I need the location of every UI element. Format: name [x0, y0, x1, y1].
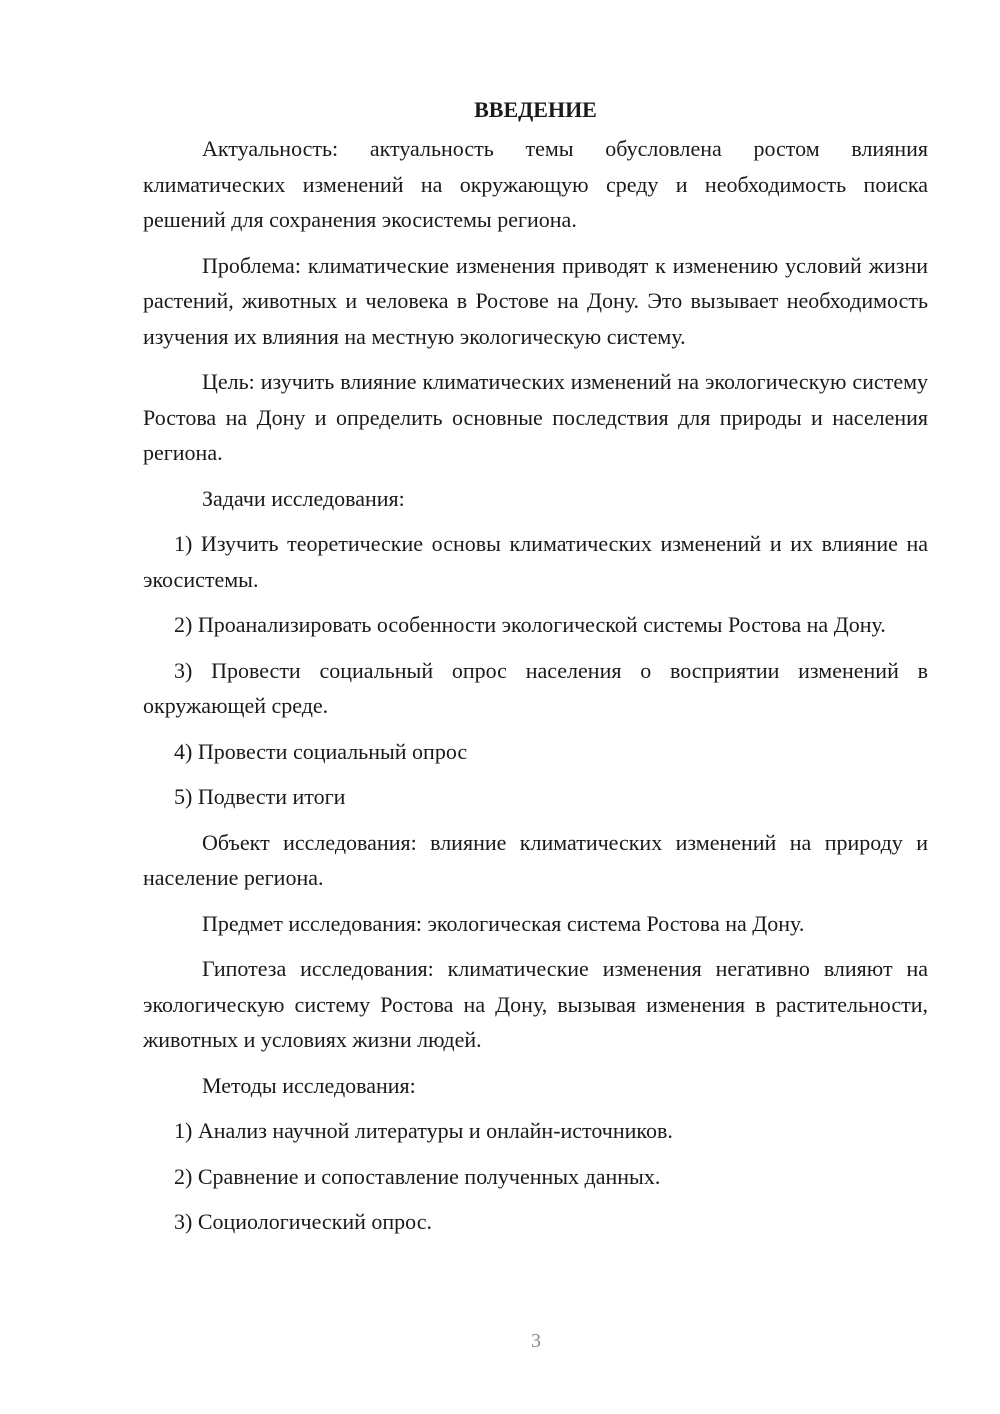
task-item-1: 1) Изучить теоретические основы климатических изменений и их влияние на экосистемы.: [143, 531, 928, 592]
hypothesis-paragraph: Гипотеза исследования: климатические изменения негативно влияют на экологическую систему Ростова на Дону, вызывая изменения в растительности, животных и условиях жизни людей.: [143, 956, 928, 1052]
page-title: ВВЕДЕНИЕ: [474, 97, 597, 122]
task-item-2: 2) Проанализировать особенности экологической системы Ростова на Дону.: [174, 612, 886, 637]
subject-paragraph: Предмет исследования: экологическая система Ростова на Дону.: [202, 910, 805, 936]
page-number: 3: [531, 1330, 541, 1352]
relevance-paragraph: Актуальность: актуальность темы обусловлена ростом влияния климатических изменений на окружающую среду и необходимость поиска решений для сохранения экосистемы региона.: [143, 136, 928, 232]
task-item-4: 4) Провести социальный опрос: [174, 738, 468, 764]
task-item-3: 3) Провести социальный опрос населения о восприятии изменений в окружающей среде.: [143, 657, 928, 718]
method-item-3: 3) Социологический опрос.: [174, 1209, 432, 1234]
task-item-5: 5) Подвести итоги: [174, 784, 346, 809]
object-paragraph: Объект исследования: влияние климатических изменений на природу и население региона.: [143, 829, 928, 890]
document-page: [143, 92, 928, 1250]
problem-paragraph: Проблема: климатические изменения приводят к изменению условий жизни растений, животных и человека в Ростове на Дону. Это вызывает необходимость изучения их влияния на местную экологическую систему.: [143, 252, 928, 349]
tasks-heading: Задачи исследования:: [202, 485, 405, 511]
goal-paragraph: Цель: изучить влияние климатических изменений на экологическую систему Ростова на Дону и определить основные последствия для природы и населения региона.: [143, 369, 928, 465]
method-item-2: 2) Сравнение и сопоставление полученных данных.: [174, 1163, 661, 1189]
methods-heading: Методы исследования:: [202, 1072, 416, 1098]
method-item-1: 1) Анализ научной литературы и онлайн-источников.: [174, 1118, 673, 1143]
document-body: [143, 131, 928, 1240]
